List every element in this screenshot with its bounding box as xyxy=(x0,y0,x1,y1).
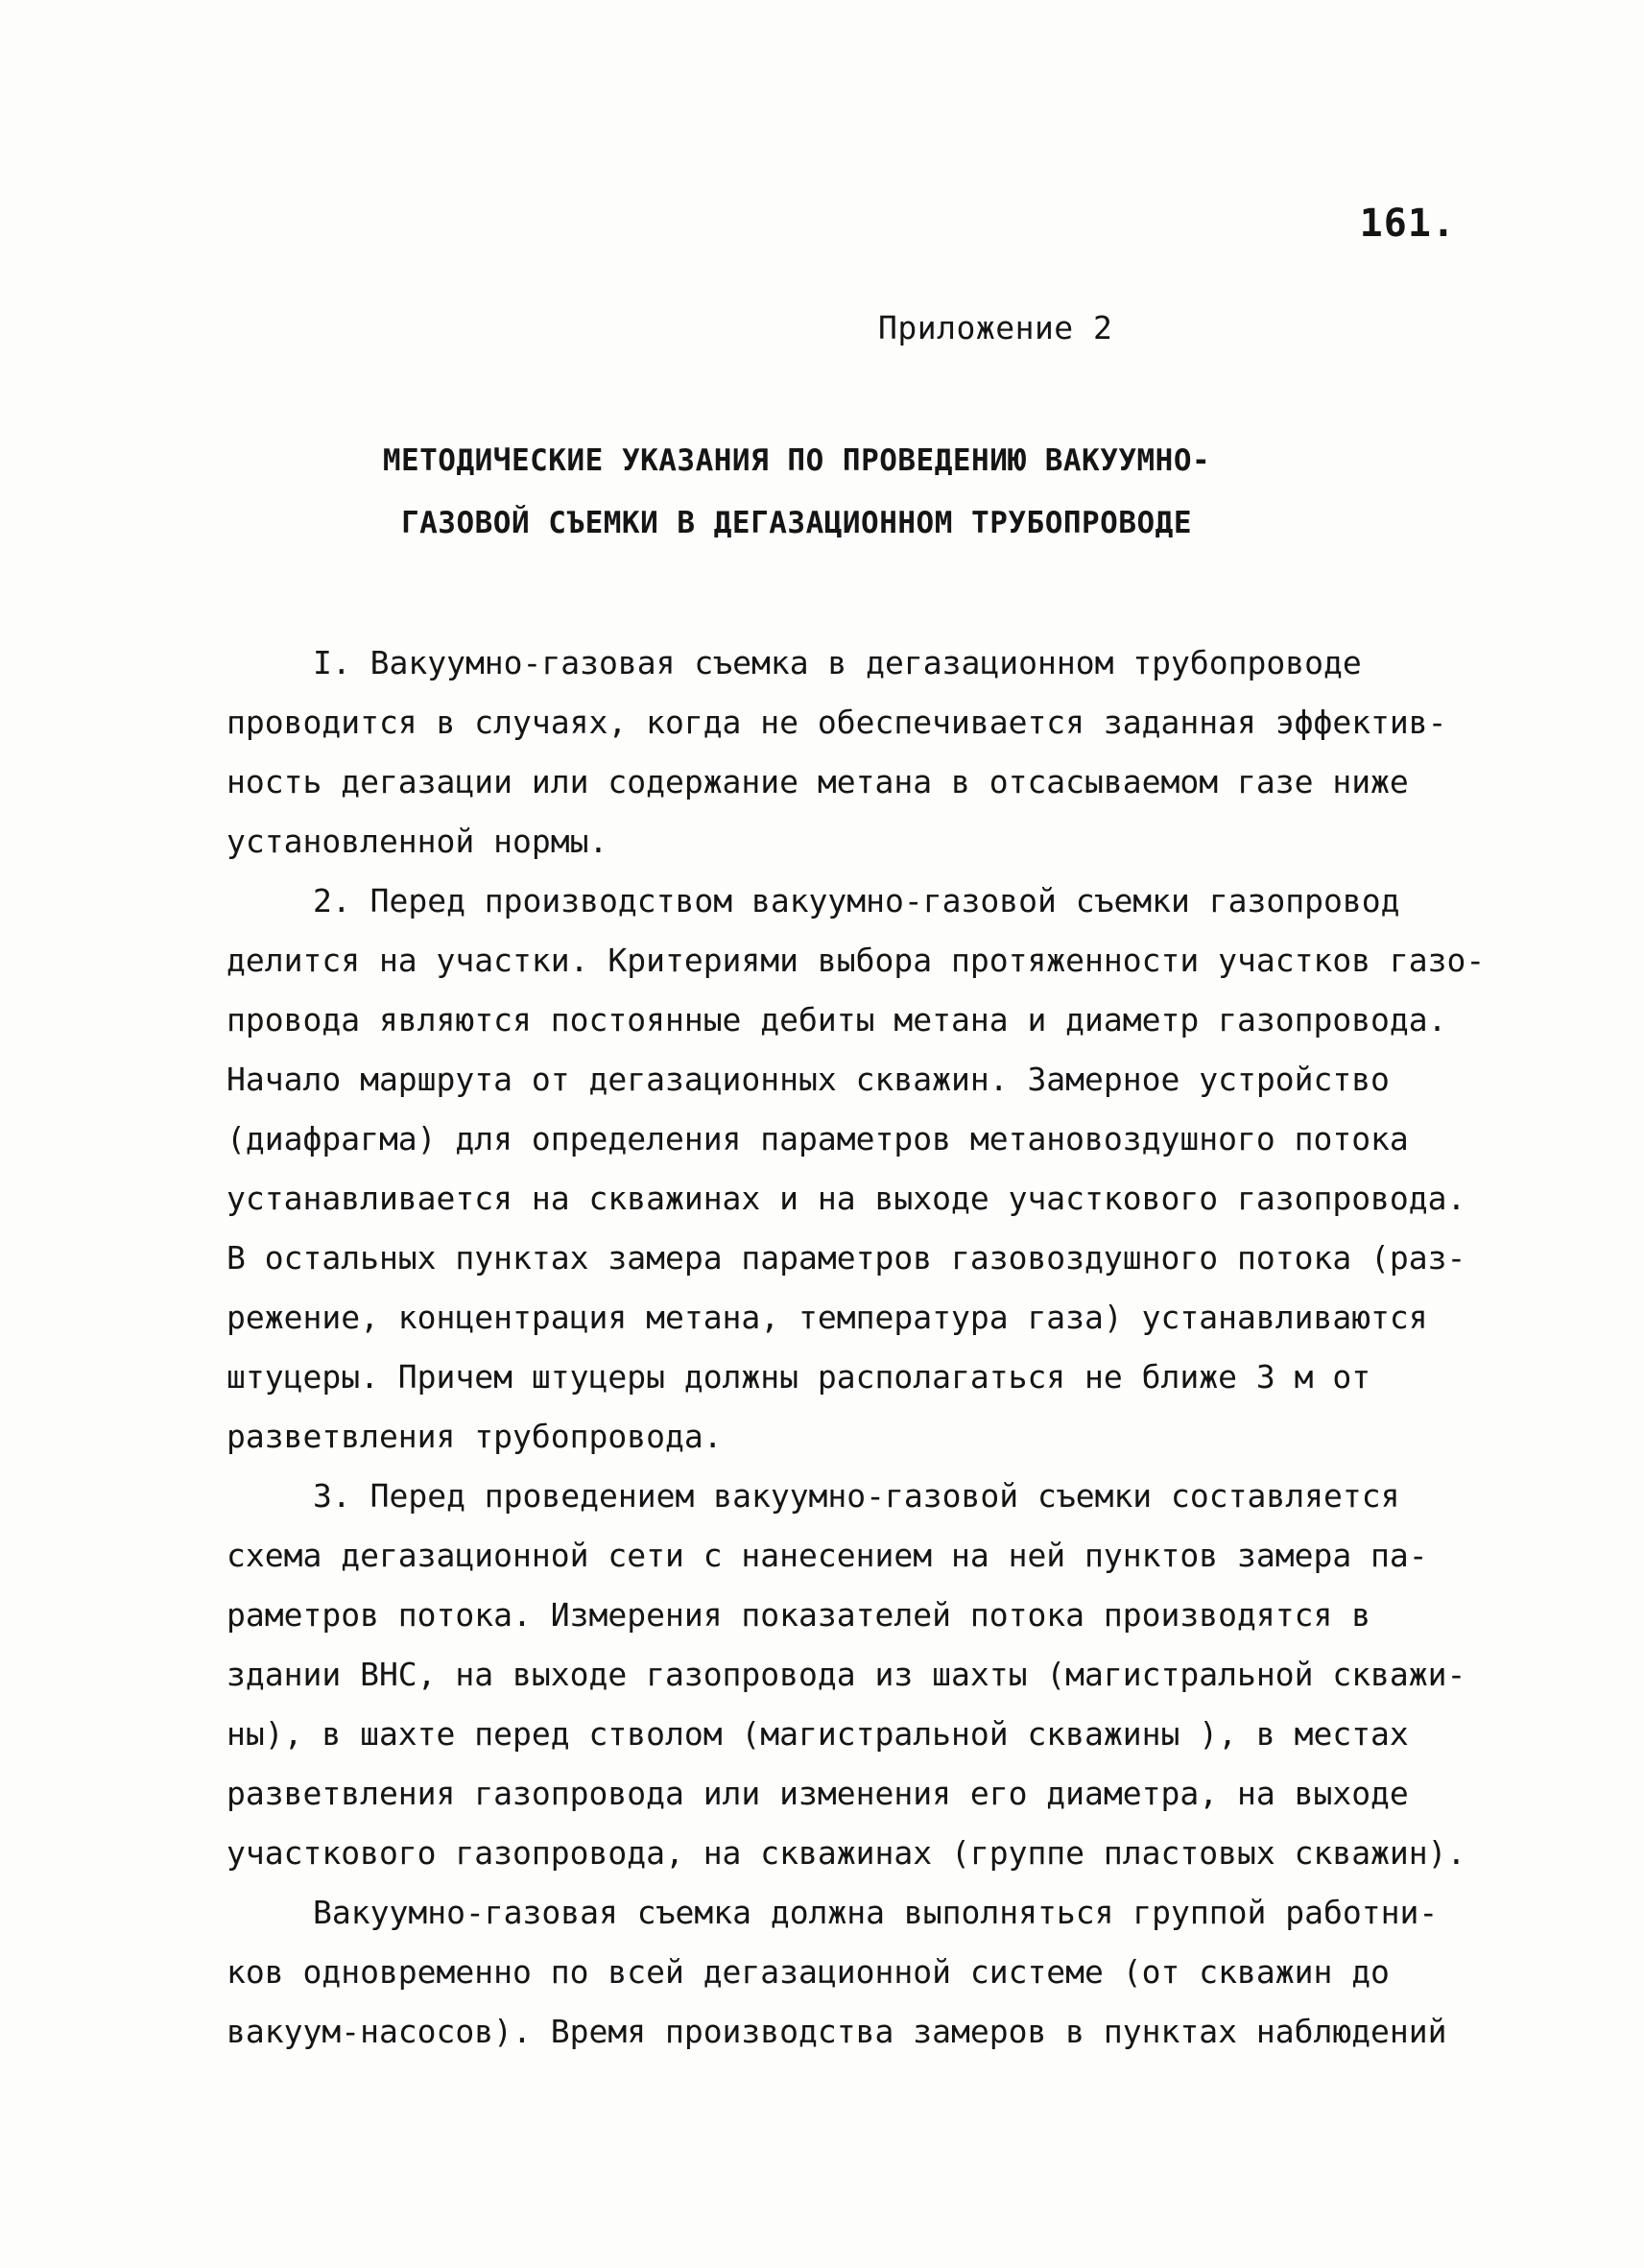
text-line: делится на участки. Критериями выбора протяженности участков газо- xyxy=(226,942,1486,979)
text-line: Вакуумно-газовая съемка должна выполняться группой работни- xyxy=(313,1894,1439,1931)
paragraph-3 xyxy=(226,1467,1474,1883)
text-line: устанавливается на скважинах и на выходе участкового газопровода. xyxy=(226,1180,1466,1217)
text-line: разветвления трубопровода. xyxy=(226,1418,723,1455)
text-line: разветвления газопровода или изменения его диаметра, на выходе xyxy=(226,1775,1409,1812)
appendix-label: Приложение 2 xyxy=(878,309,1113,346)
text-line: раметров потока. Измерения показателей потока производятся в xyxy=(226,1596,1371,1634)
paragraph-2 xyxy=(226,871,1486,1467)
text-line: ны), в шахте перед стволом (магистральной скважины ), в местах xyxy=(226,1715,1409,1753)
text-line: 3. Перед проведением вакуумно-газовой съемки составляется xyxy=(313,1477,1400,1515)
text-line: ность дегазации или содержание метана в отсасываемом газе ниже xyxy=(226,763,1409,800)
text-line: Начало маршрута от дегазационных скважин. Замерное устройство xyxy=(226,1061,1390,1098)
paragraph-1 xyxy=(226,633,1474,871)
text-line: штуцеры. Причем штуцеры должны располагаться не ближе 3 м от xyxy=(226,1358,1371,1396)
text-line: В остальных пунктах замера параметров газовоздушного потока (раз- xyxy=(226,1239,1466,1277)
text-line: здании ВНС, на выходе газопровода из шахты (магистральной скважи- xyxy=(226,1656,1466,1693)
text-line: ков одновременно по всей дегазационной системе (от скважин до xyxy=(226,1953,1390,1991)
document-title-line-1: МЕТОДИЧЕСКИЕ УКАЗАНИЯ ПО ПРОВЕДЕНИЮ ВАКУУМНО- xyxy=(382,443,1211,478)
text-line: провода являются постоянные дебиты метана и диаметр газопровода. xyxy=(226,1001,1447,1039)
text-line: проводится в случаях, когда не обеспечивается заданная эффектив- xyxy=(226,704,1447,741)
text-line: (диафрагма) для определения параметров метановоздушного потока xyxy=(226,1120,1409,1158)
text-line: установленной нормы. xyxy=(226,823,608,860)
text-line: схема дегазационной сети с нанесением на ней пунктов замера па- xyxy=(226,1537,1428,1574)
page-number: 161. xyxy=(1359,202,1456,246)
body-text xyxy=(226,633,1486,2062)
text-line: режение, концентрация метана, температура газа) устанавливаются xyxy=(226,1299,1428,1336)
text-line: участкового газопровода, на скважинах (группе пластовых скважин). xyxy=(226,1834,1466,1872)
text-line: I. Вакуумно-газовая съемка в дегазационном трубопроводе xyxy=(313,644,1362,681)
text-line: 2. Перед производством вакуумно-газовой съемки газопровод xyxy=(313,882,1400,919)
text-line: вакуум-насосов). Время производства замеров в пунктах наблюдений xyxy=(226,2013,1447,2050)
paragraph-4 xyxy=(226,1883,1474,2062)
document-title-line-2: ГАЗОВОЙ СЪЕМКИ В ДЕГАЗАЦИОННОМ ТРУБОПРОВОДЕ xyxy=(400,506,1193,540)
